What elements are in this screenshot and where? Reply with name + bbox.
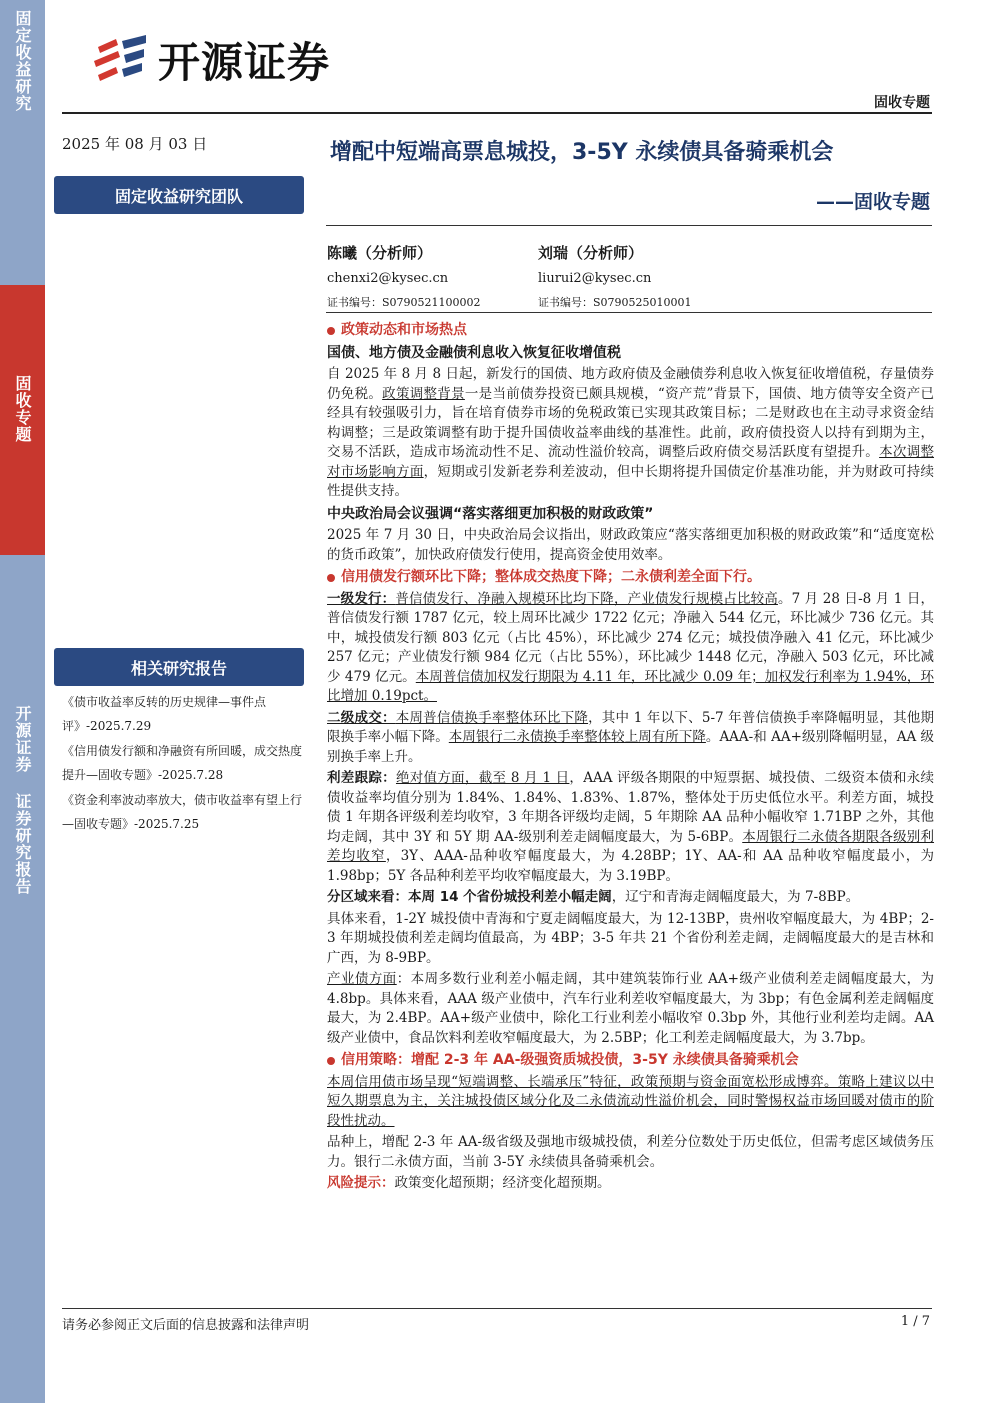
analyst-name: 刘瑞（分析师） — [538, 244, 644, 262]
section-heading-text: 政策动态和市场热点 — [341, 322, 467, 338]
risk-paragraph — [327, 1174, 934, 1194]
side-tab-fixed-income — [0, 0, 45, 285]
sub-heading: 国债、地方债及金融债利息收入恢复征收增值税 — [327, 344, 621, 361]
logo-text: 开源证券 — [158, 38, 331, 87]
paragraph: 品种上，增配 2-3 年 AA-级省级及强地市级城投债，利差分位数处于历史低位，但需考虑区域债务压力。银行二永债方面，当前 3-5Y 永续债具备骑乘机会。 — [327, 1134, 934, 1170]
paragraph: 2025 年 7 月 30 日，中央政治局会议指出，财政政策应“落实落细更加积极的财政政策”和“适度宽松的货币政策”，加快政府债发行使用，提高资金使用效率。 — [327, 527, 934, 563]
text-run: ：本周多数行业利差小幅走阔，其中建筑装饰行业 AA+级产业债利差走阔幅度最大，为 4.8bp。具体来看，AAA 级产业债中，汽车行业利差收窄幅度最大，为 3bp；有色金属利差走阔幅度最大，为 2.4BP。AA+级产业债中，除化工行业利差小幅收窄 0.3bp 外，其他行业利差均走阔。AA 级产业债中，食品饮料利差收窄幅度最大，为 2.5BP；化工利差走阔幅度最大，为 3.7bp。 — [327, 971, 935, 1046]
text-run: ，AAA 评级各期限的中短票据、城投债、二级资本债和永续债收益率均值分别为 1.84%、1.84%、1.83%、1.87%，整体处于历史低位水平。利差方面，城投债 1 年期各评级利差均收窄，3 年期各评级均走阔，5 年期除 AA 品种小幅收窄 1.71BP 之外，其他均走阔，其中 3Y 和 5Y 期 AA-级别利差走阔幅度最大，为 5-6BP。 — [327, 770, 934, 845]
text-run: 一是当前债券投资已颇具规模，“资产荒”背景下，国债、地方债等安全资产已经具有较强吸引力，旨在培育债券市场的免税政策已实现其政策目标；二是财政也在主动寻求资金结构调整；三是政策调整有助于提升国债收益率曲线的基准性。此前，政府债投资人以持有到期为主，交易不活跃，造成市场流动性不足、流动性溢价较高，调整后政府债交易活跃度有望提升。 — [327, 385, 934, 460]
section-heading-text: 信用债发行额环比下降；整体成交热度下降；二永债利差全面下行。 — [341, 569, 761, 585]
logo-mark-icon — [88, 33, 150, 88]
text-run: 政策变化超预期；经济变化超预期。 — [394, 1175, 611, 1191]
company-logo — [88, 30, 330, 90]
paragraph — [327, 888, 934, 908]
paragraph — [327, 709, 934, 768]
section-heading — [327, 1051, 934, 1071]
team-box — [54, 176, 304, 214]
bullet-icon — [327, 574, 335, 582]
report-body — [327, 318, 934, 1194]
analyst-card — [327, 242, 481, 310]
page-number: 1 / 7 — [900, 1314, 930, 1329]
related-reports-label: 相关研究报告 — [130, 658, 227, 678]
text-run: 绝对值方面，截至 8 月 1 日 — [395, 770, 570, 786]
related-report-item[interactable]: 《信用债发行额和净融资有所回暖，成交热度提升—固收专题》-2025.7.28 — [62, 744, 303, 782]
sub-heading: 中央政治局会议强调“落实落细更加积极的财政政策” — [327, 505, 654, 522]
paragraph-lead: 风险提示： — [327, 1175, 395, 1191]
paragraph-lead: 二级成交： — [327, 709, 396, 726]
paragraph-lead: 一级发行： — [327, 590, 396, 607]
section-heading — [327, 568, 934, 588]
analyst-email[interactable]: liurui2@kysec.cn — [538, 271, 652, 286]
related-report-item[interactable]: 《资金利率波动率放大，债市收益率有望上行—固收专题》-2025.7.25 — [62, 793, 303, 831]
analyst-name: 陈曦（分析师） — [327, 244, 433, 262]
title-divider — [326, 225, 932, 226]
text-run: 产业债方面 — [327, 971, 397, 987]
analyst-cert: 证书编号：S0790525010001 — [538, 296, 692, 309]
text-run: 本次调整对市场影响方面 — [327, 444, 935, 480]
paragraph-lead: 利差跟踪： — [327, 770, 396, 786]
paragraph-lead: 分区域来看：本周 14 个省份城投利差小幅走阔 — [327, 889, 612, 905]
text-run: 本周银行二永债换手率整体较上周有所下降 — [448, 729, 706, 745]
text-run: ，辽宁和青海走阔幅度最大，为 7-8BP。 — [611, 889, 860, 905]
side-tab-label: 开源证券 证券研究报告 — [13, 705, 32, 895]
text-run: ，短期或引发新老券利差波动，但中长期将提升国债定价基准功能，并为财政可持续性提供支持。 — [327, 463, 935, 499]
text-run: 本周银行二永债各期限各级别利差均收窄 — [327, 828, 935, 864]
report-date: 2025 年 08 月 03 日 — [62, 135, 208, 153]
text-run: 。7 月 28 日-8 月 1 日，普信债发行额 1787 亿元，较上周环比减少 1722 亿元；净融入 544 亿元，环比减少 736 亿元。其中，城投债发行额 803 亿元（占比 45%），环比减少 274 亿元；城投债净融入 41 亿元，环比减少 257 亿元；产业债发行额 984 亿元（占比 55%），环比减少 1448 亿元，净融入 503 亿元，环比减少 479 亿元。 — [327, 590, 935, 685]
related-reports-list — [62, 690, 307, 837]
header-tag: 固收专题 — [874, 95, 930, 111]
section-heading — [327, 321, 934, 341]
paragraph: 具体来看，1-2Y 城投债中青海和宁夏走阔幅度最大，为 12-13BP，贵州收窄幅度最大，为 4BP；2-3 年期城投债利差走阔均值最高，为 4BP；3-5 年共 21 个省份利差走阔，走阔幅度最大的是吉林和广西，为 8-9BP。 — [327, 910, 934, 966]
text-run: 普信债发行、净融入规模环比均下降，产业债发行规模占比较高 — [395, 590, 778, 607]
paragraph — [327, 769, 934, 886]
footer-disclaimer: 请务必参阅正文后面的信息披露和法律声明 — [62, 1318, 310, 1333]
analyst-card — [538, 242, 692, 310]
related-reports-box — [54, 648, 304, 686]
report-title: 增配中短端高票息城投，3-5Y 永续债具备骑乘机会 — [330, 140, 834, 165]
bullet-icon — [327, 1057, 335, 1065]
related-report-item[interactable]: 《债市收益率反转的历史规律—事件点评》-2025.7.29 — [62, 695, 267, 733]
text-run: 自 2025 年 8 月 8 日起，新发行的国债、地方政府债及金融债券利息收入恢复征收增值税，存量债券仍免税。 — [327, 366, 934, 402]
text-run: 。AAA-和 AA+级别降幅明显，AA 级别换手率上升。 — [327, 729, 935, 765]
text-run: ，3Y、AAA-品种收窄幅度最大，为 4.28BP；1Y、AA-和 AA 品种收窄幅度最小，为 1.98bp；5Y 各品种利差平均收窄幅度最大，为 3.19BP。 — [327, 848, 935, 884]
side-tab-label: 固定收益研究 — [13, 10, 32, 112]
paragraph — [327, 970, 934, 1048]
side-tab-report — [0, 555, 45, 1403]
analyst-divider — [326, 312, 932, 313]
text-run: ，其中 1 年以下、5-7 年普信债换手率降幅明显，其他期限换手率小幅下降。 — [327, 709, 935, 745]
paragraph — [327, 590, 934, 707]
analyst-email[interactable]: chenxi2@kysec.cn — [327, 271, 449, 286]
bullet-icon — [327, 327, 335, 335]
footer-divider — [62, 1308, 932, 1309]
side-tab-label: 固收专题 — [13, 375, 32, 443]
analyst-cert: 证书编号：S0790521100002 — [327, 296, 481, 309]
paragraph: 本周信用债市场呈现“短端调整、长端承压”特征，政策预期与资金面宽松形成博弈。策略上建议以中短久期票息为主，关注城投债区域分化及二永债流动性溢价机会，同时警惕权益市场回暖对债市的阶段性扰动。 — [327, 1073, 934, 1129]
text-run: 本周普信债加权发行期限为 4.11 年，环比减少 0.09 年；加权发行利率为 1.94%，环比增加 0.19pct。 — [327, 668, 934, 704]
paragraph — [327, 365, 934, 502]
side-tab-special-topic — [0, 285, 45, 555]
team-label: 固定收益研究团队 — [114, 186, 243, 206]
text-run: 本周普信债换手率整体环比下降 — [395, 709, 589, 726]
header-divider — [62, 112, 932, 114]
section-heading-text: 信用策略：增配 2-3 年 AA-级强资质城投债，3-5Y 永续债具备骑乘机会 — [341, 1052, 799, 1068]
text-run: 政策调整背景 — [382, 385, 465, 402]
report-subtitle: ——固收专题 — [815, 191, 930, 213]
